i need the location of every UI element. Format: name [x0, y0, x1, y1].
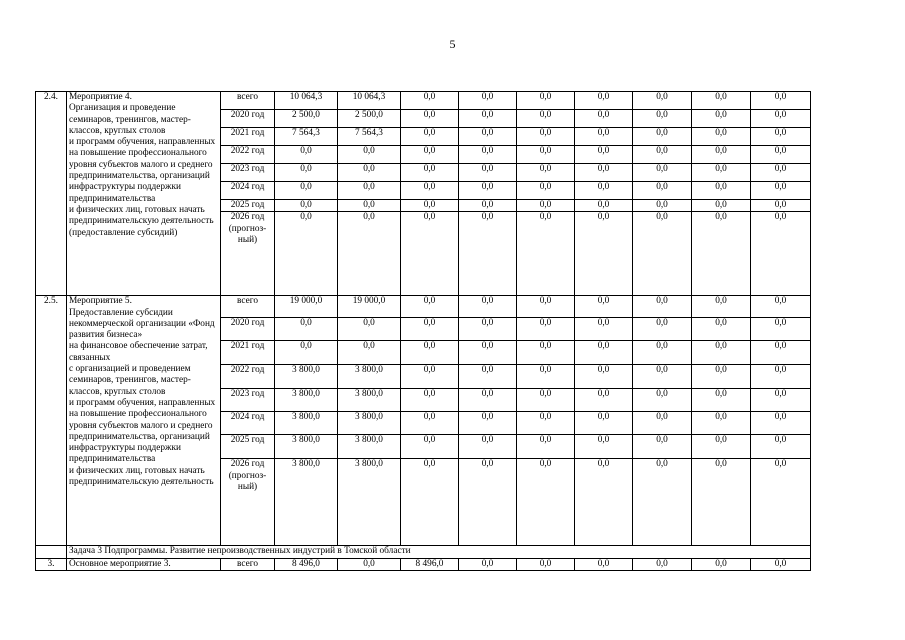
value-cell: 0,0: [633, 200, 692, 212]
value-cell: 0,0: [751, 146, 811, 164]
year-cell: 2023 год: [221, 164, 275, 182]
value-cell: 0,0: [633, 212, 692, 296]
value-cell: 0,0: [751, 558, 811, 570]
value-cell: 0,0: [692, 212, 751, 296]
item-description: Мероприятие 4. Организация и проведение семинаров, тренингов, мастер-классов, круглых столов и программ обучения, направленных на повышение профессионального уровня субъектов малого и среднего предпринимательства, организаций инфраструктуры поддержки предпринимательства и физических лиц, готовых начать предпринимательскую деятельность (предоставление субсидий): [67, 92, 221, 296]
value-cell: 3 800,0: [275, 459, 338, 546]
value-cell: 0,0: [459, 389, 517, 412]
value-cell: 0,0: [575, 182, 633, 200]
value-cell: 0,0: [692, 164, 751, 182]
value-cell: 0,0: [633, 435, 692, 459]
year-cell: 2022 год: [221, 146, 275, 164]
value-cell: 0,0: [633, 146, 692, 164]
value-cell: 0,0: [459, 412, 517, 435]
value-cell: 0,0: [575, 296, 633, 318]
value-cell: 0,0: [575, 318, 633, 341]
year-cell: всего: [221, 296, 275, 318]
value-cell: 0,0: [751, 389, 811, 412]
value-cell: 0,0: [517, 146, 575, 164]
value-cell: 0,0: [459, 182, 517, 200]
year-cell: 2026 год (прогноз- ный): [221, 212, 275, 296]
value-cell: 0,0: [575, 341, 633, 365]
value-cell: 0,0: [517, 92, 575, 110]
value-cell: 0,0: [517, 212, 575, 296]
value-cell: 0,0: [692, 389, 751, 412]
value-cell: 0,0: [575, 459, 633, 546]
value-cell: 3 800,0: [275, 412, 338, 435]
value-cell: 3 800,0: [338, 435, 401, 459]
value-cell: 0,0: [401, 92, 459, 110]
value-cell: 0,0: [575, 558, 633, 570]
value-cell: 0,0: [633, 128, 692, 146]
value-cell: 10 064,3: [275, 92, 338, 110]
value-cell: 0,0: [633, 412, 692, 435]
task-row-spacer: [36, 546, 67, 558]
value-cell: 0,0: [401, 296, 459, 318]
value-cell: 0,0: [692, 365, 751, 389]
value-cell: 0,0: [338, 318, 401, 341]
value-cell: 0,0: [517, 435, 575, 459]
value-cell: 0,0: [517, 459, 575, 546]
value-cell: 0,0: [517, 182, 575, 200]
value-cell: 0,0: [338, 164, 401, 182]
value-cell: 0,0: [575, 200, 633, 212]
value-cell: 0,0: [338, 182, 401, 200]
value-cell: 0,0: [692, 128, 751, 146]
value-cell: 0,0: [692, 110, 751, 128]
value-cell: 0,0: [401, 389, 459, 412]
value-cell: 3 800,0: [338, 365, 401, 389]
budget-table: [35, 91, 811, 571]
value-cell: 0,0: [459, 459, 517, 546]
value-cell: 0,0: [692, 435, 751, 459]
value-cell: 0,0: [338, 200, 401, 212]
value-cell: 0,0: [751, 128, 811, 146]
value-cell: 7 564,3: [275, 128, 338, 146]
task-row: [36, 546, 811, 558]
year-cell: всего: [221, 92, 275, 110]
value-cell: 0,0: [401, 164, 459, 182]
value-cell: 0,0: [692, 341, 751, 365]
value-cell: 0,0: [633, 459, 692, 546]
value-cell: 0,0: [517, 110, 575, 128]
value-cell: 0,0: [517, 318, 575, 341]
value-cell: 0,0: [575, 128, 633, 146]
value-cell: 0,0: [633, 318, 692, 341]
value-cell: 0,0: [459, 296, 517, 318]
value-cell: 0,0: [751, 164, 811, 182]
item-number: 3.: [36, 558, 67, 570]
year-cell: 2024 год: [221, 412, 275, 435]
value-cell: 0,0: [751, 412, 811, 435]
value-cell: 0,0: [401, 318, 459, 341]
value-cell: 0,0: [575, 146, 633, 164]
value-cell: 0,0: [401, 182, 459, 200]
value-cell: 0,0: [517, 389, 575, 412]
value-cell: 0,0: [459, 212, 517, 296]
value-cell: 0,0: [575, 389, 633, 412]
value-cell: 0,0: [459, 318, 517, 341]
value-cell: 0,0: [751, 296, 811, 318]
value-cell: 0,0: [575, 412, 633, 435]
value-cell: 3 800,0: [275, 365, 338, 389]
value-cell: 0,0: [517, 296, 575, 318]
value-cell: 0,0: [401, 110, 459, 128]
value-cell: 2 500,0: [275, 110, 338, 128]
year-cell: 2026 год (прогноз- ный): [221, 459, 275, 546]
value-cell: 0,0: [517, 128, 575, 146]
value-cell: 0,0: [575, 110, 633, 128]
table-row: [36, 296, 811, 318]
value-cell: 0,0: [751, 212, 811, 296]
value-cell: 8 496,0: [275, 558, 338, 570]
value-cell: 3 800,0: [338, 389, 401, 412]
value-cell: 0,0: [275, 164, 338, 182]
value-cell: 0,0: [275, 341, 338, 365]
value-cell: 0,0: [633, 110, 692, 128]
value-cell: 0,0: [633, 558, 692, 570]
value-cell: 0,0: [633, 182, 692, 200]
year-cell: 2024 год: [221, 182, 275, 200]
value-cell: 0,0: [692, 92, 751, 110]
value-cell: 3 800,0: [275, 389, 338, 412]
value-cell: 0,0: [751, 459, 811, 546]
year-cell: 2021 год: [221, 128, 275, 146]
value-cell: 7 564,3: [338, 128, 401, 146]
value-cell: 0,0: [575, 92, 633, 110]
value-cell: 0,0: [275, 200, 338, 212]
value-cell: 0,0: [459, 164, 517, 182]
value-cell: 0,0: [401, 365, 459, 389]
item-description: Мероприятие 5. Предоставление субсидии некоммерческой организации «Фонд развития бизнеса» на финансовое обеспечение затрат, связанных с организацией и проведением семинаров, тренингов, мастер-классов, круглых столов и программ обучения, направленных на повышение профессионального уровня субъектов малого и среднего предпринимательства, организаций инфраструктуры поддержки предпринимательства и физических лиц, готовых начать предпринимательскую деятельность: [67, 296, 221, 546]
value-cell: 0,0: [633, 365, 692, 389]
value-cell: 0,0: [692, 412, 751, 435]
value-cell: 0,0: [401, 146, 459, 164]
value-cell: 0,0: [338, 212, 401, 296]
value-cell: 0,0: [401, 459, 459, 546]
value-cell: 0,0: [517, 341, 575, 365]
value-cell: 3 800,0: [338, 459, 401, 546]
task-title: Задача 3 Подпрограммы. Развитие непроизводственных индустрий в Томской области: [67, 546, 811, 558]
value-cell: 0,0: [692, 558, 751, 570]
value-cell: 0,0: [633, 389, 692, 412]
value-cell: 0,0: [575, 164, 633, 182]
value-cell: 0,0: [401, 341, 459, 365]
value-cell: 0,0: [751, 318, 811, 341]
year-cell: 2021 год: [221, 341, 275, 365]
value-cell: 0,0: [401, 200, 459, 212]
table-row: [36, 558, 811, 570]
value-cell: 0,0: [338, 558, 401, 570]
value-cell: 0,0: [517, 412, 575, 435]
page-number: 5: [449, 37, 456, 51]
value-cell: 0,0: [692, 146, 751, 164]
value-cell: 0,0: [575, 435, 633, 459]
year-cell: 2025 год: [221, 200, 275, 212]
value-cell: 0,0: [751, 200, 811, 212]
value-cell: 0,0: [338, 341, 401, 365]
value-cell: 0,0: [692, 459, 751, 546]
value-cell: 0,0: [517, 164, 575, 182]
year-cell: 2023 год: [221, 389, 275, 412]
value-cell: 0,0: [459, 92, 517, 110]
year-cell: 2025 год: [221, 435, 275, 459]
value-cell: 0,0: [751, 110, 811, 128]
value-cell: 0,0: [692, 200, 751, 212]
value-cell: 0,0: [459, 146, 517, 164]
value-cell: 19 000,0: [275, 296, 338, 318]
value-cell: 3 800,0: [338, 412, 401, 435]
value-cell: 0,0: [751, 365, 811, 389]
value-cell: 2 500,0: [338, 110, 401, 128]
value-cell: 0,0: [459, 341, 517, 365]
value-cell: 0,0: [401, 435, 459, 459]
value-cell: 0,0: [692, 182, 751, 200]
value-cell: 3 800,0: [275, 435, 338, 459]
value-cell: 0,0: [275, 182, 338, 200]
value-cell: 0,0: [692, 318, 751, 341]
value-cell: 0,0: [459, 435, 517, 459]
table-row: [36, 92, 811, 110]
year-cell: всего: [221, 558, 275, 570]
item-description: Основное мероприятие 3.: [67, 558, 221, 570]
item-number: 2.5.: [36, 296, 67, 546]
value-cell: 0,0: [751, 341, 811, 365]
value-cell: 0,0: [575, 212, 633, 296]
value-cell: 0,0: [517, 200, 575, 212]
value-cell: 19 000,0: [338, 296, 401, 318]
value-cell: 0,0: [517, 365, 575, 389]
item-number: 2.4.: [36, 92, 67, 296]
value-cell: 0,0: [459, 558, 517, 570]
value-cell: 0,0: [459, 200, 517, 212]
value-cell: 0,0: [459, 128, 517, 146]
year-cell: 2020 год: [221, 110, 275, 128]
value-cell: 8 496,0: [401, 558, 459, 570]
value-cell: 0,0: [275, 146, 338, 164]
value-cell: 10 064,3: [338, 92, 401, 110]
value-cell: 0,0: [692, 296, 751, 318]
value-cell: 0,0: [459, 110, 517, 128]
value-cell: 0,0: [338, 146, 401, 164]
value-cell: 0,0: [575, 365, 633, 389]
value-cell: 0,0: [633, 164, 692, 182]
value-cell: 0,0: [459, 365, 517, 389]
year-cell: 2020 год: [221, 318, 275, 341]
value-cell: 0,0: [275, 318, 338, 341]
value-cell: 0,0: [275, 212, 338, 296]
value-cell: 0,0: [401, 128, 459, 146]
value-cell: 0,0: [751, 92, 811, 110]
year-cell: 2022 год: [221, 365, 275, 389]
value-cell: 0,0: [401, 212, 459, 296]
value-cell: 0,0: [517, 558, 575, 570]
value-cell: 0,0: [751, 182, 811, 200]
value-cell: 0,0: [633, 92, 692, 110]
value-cell: 0,0: [633, 341, 692, 365]
value-cell: 0,0: [751, 435, 811, 459]
value-cell: 0,0: [633, 296, 692, 318]
value-cell: 0,0: [401, 412, 459, 435]
